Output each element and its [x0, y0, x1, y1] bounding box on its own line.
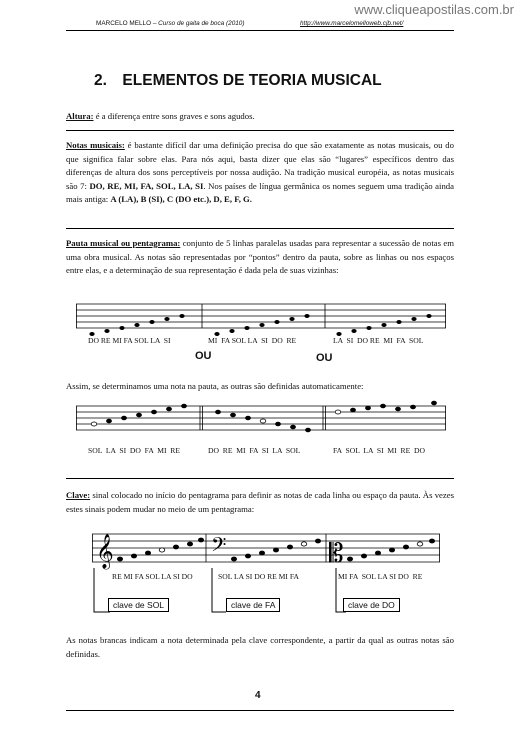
clave-de-fa-box: clave de FA — [226, 598, 280, 612]
alto-clef-icon — [329, 539, 344, 569]
staff-3-label-3: MI FA SOL LA SI DO RE — [338, 572, 423, 581]
treble-clef-icon — [96, 534, 114, 570]
staff-3-lines — [92, 534, 440, 562]
staff-1-label-3: LA SI DO RE MI FA SOL — [333, 336, 424, 345]
svg-text:𝄡: 𝄡 — [329, 539, 344, 569]
clave-de-sol-box: clave de SOL — [108, 598, 169, 612]
notas-text-2: . Nos países de língua germânica os nomes seguem uma tradição ainda mais antiga: — [66, 180, 454, 205]
staff-3-notes — [117, 538, 434, 561]
ou-label-1: OU — [195, 350, 212, 362]
bass-clef-icon — [211, 533, 226, 561]
clave-de-do-box: clave de DO — [343, 598, 400, 612]
header-divider — [66, 30, 454, 31]
staff-2-label-2: DO RE MI FA SI LA SOL — [208, 446, 301, 455]
pauta-paragraph — [66, 237, 454, 278]
header-dash: – — [151, 20, 159, 27]
header-author: MARCELO MELLO — [96, 20, 152, 27]
divider-2 — [66, 228, 454, 229]
staff-2-label-1: SOL LA SI DO FA MI RE — [88, 446, 180, 455]
staff-1-notes — [89, 314, 431, 336]
divider-3 — [66, 478, 454, 479]
divider-1 — [66, 130, 454, 131]
altura-term: Altura: — [66, 111, 94, 121]
header-author-course — [96, 20, 245, 27]
svg-text:𝄞: 𝄞 — [96, 534, 114, 569]
assim-paragraph: Assim, se determinamos uma nota na pauta, as outras são definidas automaticamente: — [66, 381, 364, 391]
notas-term: Notas musicais: — [66, 140, 125, 150]
ou-label-2: OU — [316, 352, 333, 364]
page-number: 4 — [255, 690, 261, 701]
staff-1-label-2: MI FA SOL LA SI DO RE — [208, 336, 297, 345]
footer-divider — [66, 710, 454, 711]
notas-brancas-paragraph: As notas brancas indicam a nota determinada pela clave correspondente, a partir da qual as outras notas são definidas. — [66, 635, 454, 659]
header-url[interactable]: http://www.marcelomelloweb.cjb.net/ — [300, 20, 404, 27]
staff-3-label-1: RE MI FA SOL LA SI DO — [112, 572, 193, 581]
notas-paragraph — [66, 139, 454, 207]
staff-2 — [76, 400, 448, 436]
pauta-term: Pauta musical ou pentagrama: — [66, 238, 181, 248]
notas-text-1: é bastante difícil dar uma definição precisa do que são exatamente as notas musicais, ou do que significa falar sobre elas. Para nós aqui, basta dizer que elas são “lugares” específicos dentro das diferenças de altura dos sons perceptíveis por nossa audição. Na tradição musical européia, as notas musicais são 7: — [66, 140, 454, 191]
staff-2-label-3: FA SOL LA SI MI RE DO — [333, 446, 425, 455]
clave-term: Clave: — [66, 490, 91, 500]
notas-bold-1: DO, RE, MI, FA, SOL, LA, SI — [89, 180, 204, 191]
svg-text:𝄢: 𝄢 — [211, 533, 227, 561]
header-course: Curso de gaita de boca (2010) — [158, 20, 245, 27]
staff-1-label-1: DO RE MI FA SOL LA SI — [88, 336, 171, 345]
pauta-text: conjunto de 5 linhas paralelas usadas para representar a sucessão de notas em uma obra musical. As notas são representadas por “pontos” dentro da pauta, sobre as linhas ou nos espaços entre elas, e a determinação de sua representação é dada pela de suas vizinhas: — [66, 238, 454, 276]
clave-paragraph — [66, 489, 454, 516]
staff-2-lines — [76, 406, 446, 430]
notas-bold-2: A (LA), B (SI), C (DO etc.), D, E, F, G. — [110, 194, 252, 205]
staff-3-label-2: SOL LA SI DO RE MI FA — [218, 572, 300, 581]
altura-paragraph — [66, 110, 454, 124]
altura-text: é a diferença entre sons graves e sons agudos. — [93, 111, 255, 121]
page-title: 2. ELEMENTOS DE TEORIA MUSICAL — [94, 72, 382, 89]
clave-text: sinal colocado no início do pentagrama para definir as notas de cada linha ou espaço da pauta. Às vezes estes sinais podem mudar no meio de um pentagrama: — [66, 490, 454, 514]
watermark: www.cliqueapostilas.com.br — [354, 2, 514, 17]
staff-3 — [92, 524, 442, 570]
